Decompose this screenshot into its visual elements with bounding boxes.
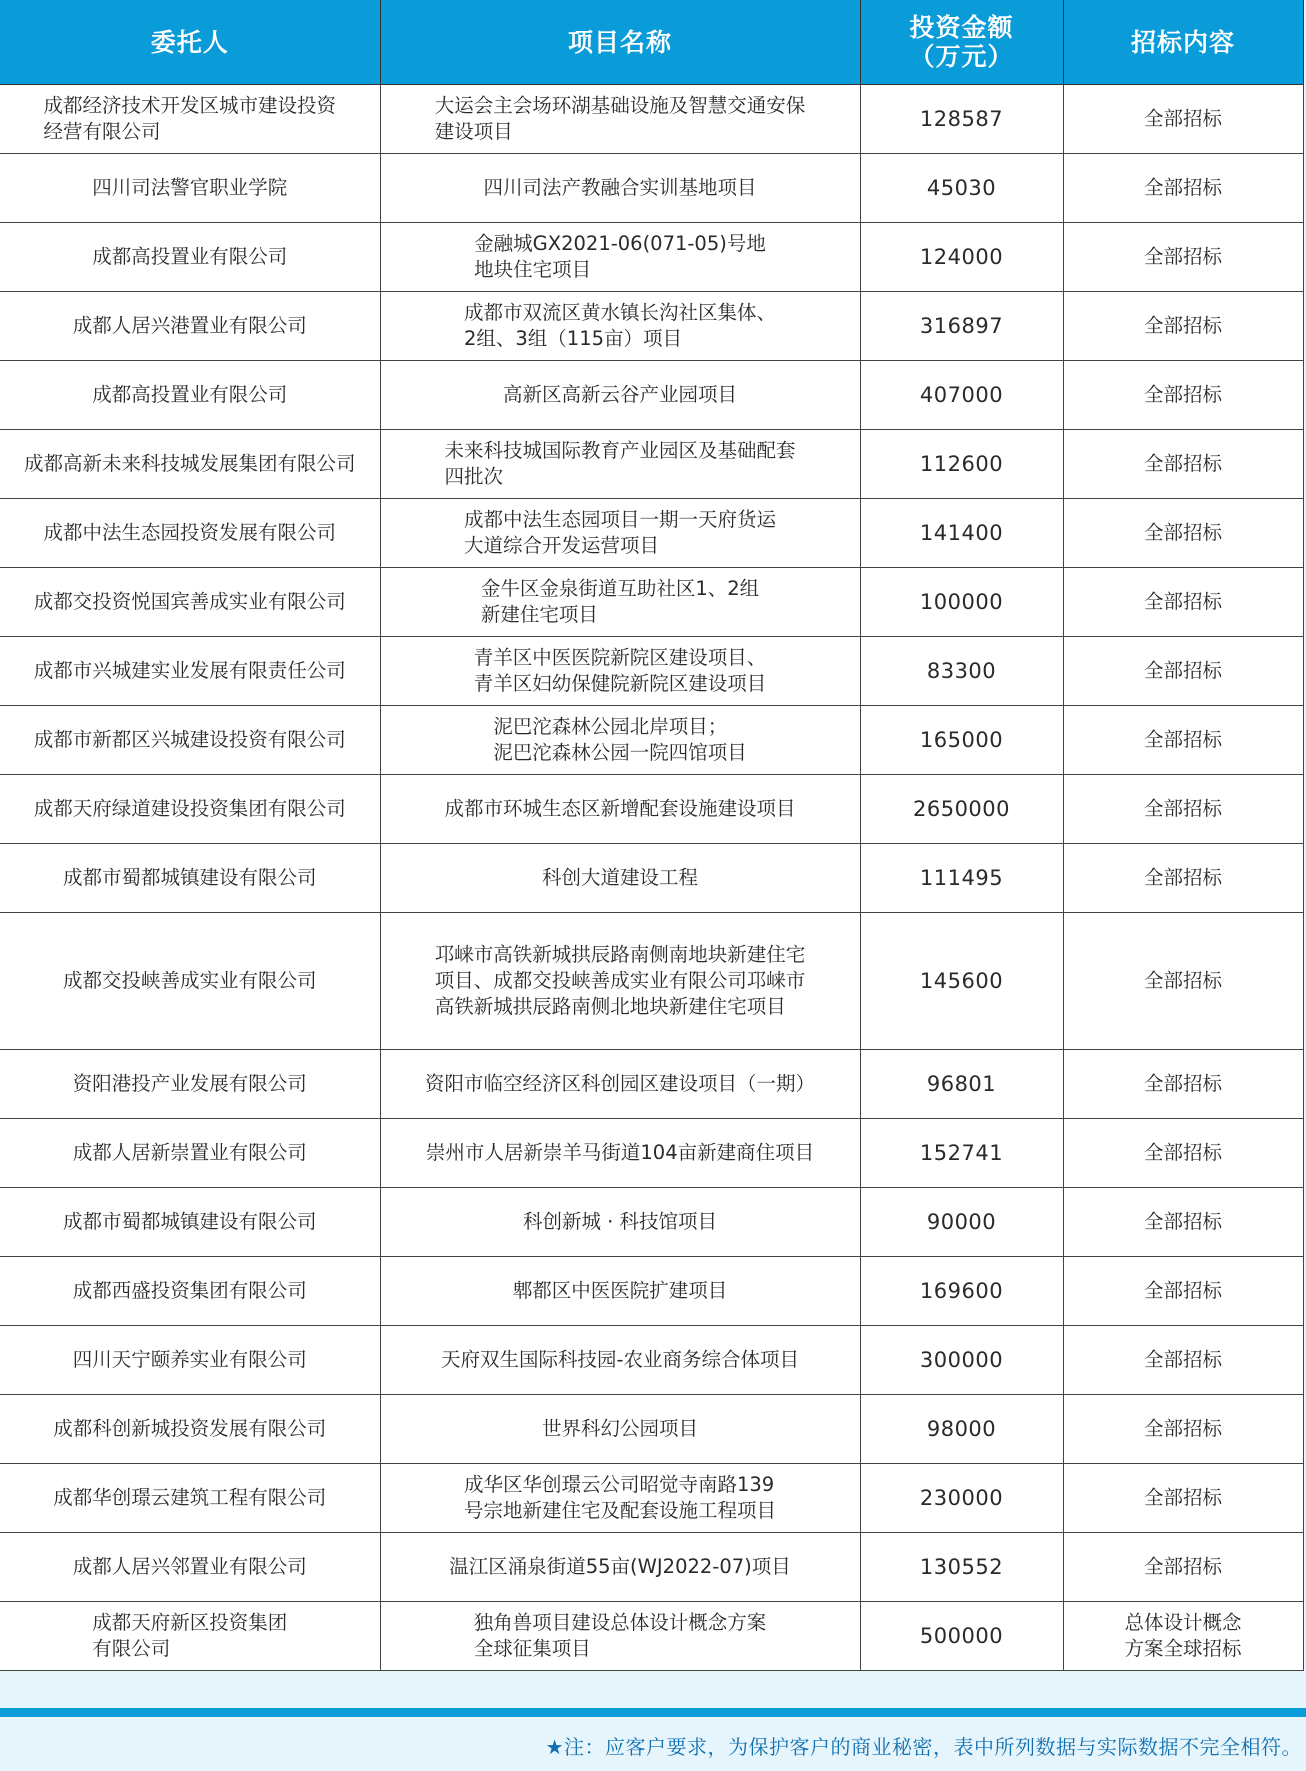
cell-client-text <box>6 520 374 546</box>
cell-scope <box>1063 1395 1303 1464</box>
cell-project-text <box>387 865 854 891</box>
cell-amount <box>860 223 1063 292</box>
cell-project-text <box>387 1347 854 1373</box>
cell-scope-text <box>1070 1347 1297 1373</box>
cell-project-text <box>444 438 795 490</box>
cell-project-line: 郫都区中医医院扩建项目 <box>512 1279 728 1302</box>
cell-project-text <box>481 576 759 628</box>
cell-project-text <box>464 507 776 559</box>
cell-amount <box>860 1188 1063 1257</box>
cell-scope <box>1063 154 1303 223</box>
cell-client-line: 成都人居新崇置业有限公司 <box>72 1141 307 1164</box>
cell-scope <box>1063 1602 1303 1671</box>
table-row <box>0 223 1303 292</box>
cell-project-text <box>387 1278 854 1304</box>
cell-scope <box>1063 1257 1303 1326</box>
cell-scope <box>1063 430 1303 499</box>
cell-scope <box>1063 568 1303 637</box>
cell-client <box>0 292 380 361</box>
cell-project-line: 全球征集项目 <box>473 1637 591 1660</box>
cell-client <box>0 568 380 637</box>
cell-scope-text <box>1070 589 1297 615</box>
cell-scope-text <box>1070 727 1297 753</box>
cell-client-text <box>6 1554 374 1580</box>
cell-project-line: 号宗地新建住宅及配套设施工程项目 <box>463 1499 776 1522</box>
cell-scope-line: 全部招标 <box>1143 1417 1222 1440</box>
table-row <box>0 361 1303 430</box>
cell-scope-text <box>1070 313 1297 339</box>
cell-project <box>380 913 860 1050</box>
cell-scope <box>1063 1050 1303 1119</box>
cell-scope-line: 总体设计概念 <box>1124 1611 1242 1634</box>
cell-scope-line: 全部招标 <box>1143 797 1222 820</box>
cell-scope-text <box>1070 796 1297 822</box>
cell-scope-line: 方案全球招标 <box>1124 1637 1242 1660</box>
cell-client-text <box>6 796 374 822</box>
cell-project-text <box>474 645 767 697</box>
table-row <box>0 430 1303 499</box>
amount-value: 316897 <box>919 313 1004 338</box>
cell-project-text <box>387 1209 854 1235</box>
cell-client-line: 成都交投峡善成实业有限公司 <box>62 969 317 992</box>
cell-amount <box>860 292 1063 361</box>
cell-client <box>0 1119 380 1188</box>
cell-scope-line: 全部招标 <box>1143 452 1222 475</box>
cell-client-text <box>6 175 374 201</box>
cell-project-text <box>387 1554 854 1580</box>
cell-client-line: 成都市蜀都城镇建设有限公司 <box>62 1210 317 1233</box>
cell-client-text <box>6 244 374 270</box>
cell-project-line: 成都中法生态园项目一期一天府货运 <box>463 508 776 531</box>
amount-value: 124000 <box>919 244 1004 269</box>
cell-client-line: 成都经济技术开发区城市建设投资 <box>43 94 336 117</box>
cell-client <box>0 637 380 706</box>
cell-project <box>380 637 860 706</box>
cell-scope-line: 全部招标 <box>1143 1279 1222 1302</box>
cell-amount <box>860 775 1063 844</box>
cell-project-text <box>387 1071 854 1097</box>
table-row <box>0 913 1303 1050</box>
cell-project-line: 青羊区妇幼保健院新院区建设项目 <box>473 672 767 695</box>
cell-client <box>0 1464 380 1533</box>
cell-project <box>380 1188 860 1257</box>
amount-value: 500000 <box>919 1623 1004 1648</box>
cell-client-text <box>6 1209 374 1235</box>
cell-scope-text <box>1070 1278 1297 1304</box>
cell-scope-text <box>1070 106 1297 132</box>
cell-project-line: 未来科技城国际教育产业园区及基础配套 <box>444 439 796 462</box>
amount-value: 128587 <box>919 106 1004 131</box>
cell-project-line: 新建住宅项目 <box>480 603 598 626</box>
cell-project-line: 科创新城 · 科技馆项目 <box>522 1210 718 1233</box>
cell-project-text <box>387 1140 854 1166</box>
cell-scope-line: 全部招标 <box>1143 590 1222 613</box>
disclaimer-note: ★注：应客户要求，为保护客户的商业秘密，表中所列数据与实际数据不完全相符。 <box>545 1735 1302 1759</box>
cell-scope-text <box>1070 1416 1297 1442</box>
cell-scope-line: 全部招标 <box>1143 969 1222 992</box>
cell-project <box>380 430 860 499</box>
cell-scope <box>1063 844 1303 913</box>
cell-project <box>380 844 860 913</box>
table-body <box>0 85 1303 1671</box>
cell-client-line: 成都科创新城投资发展有限公司 <box>53 1417 327 1440</box>
cell-project-line: 青羊区中医医院新院区建设项目、 <box>473 646 767 669</box>
cell-client-line: 成都市蜀都城镇建设有限公司 <box>62 866 317 889</box>
cell-scope-line: 全部招标 <box>1143 1210 1222 1233</box>
cell-project-line: 建设项目 <box>434 120 513 143</box>
cell-amount <box>860 844 1063 913</box>
cell-project-line: 独角兽项目建设总体设计概念方案 <box>473 1611 767 1634</box>
cell-client <box>0 706 380 775</box>
cell-client-text <box>6 727 374 753</box>
cell-client-line: 有限公司 <box>92 1637 171 1660</box>
cell-client <box>0 1326 380 1395</box>
cell-project-line: 项目、成都交投峡善成实业有限公司邛崃市 <box>434 969 806 992</box>
table-row <box>0 1119 1303 1188</box>
amount-value: 130552 <box>919 1554 1004 1579</box>
cell-scope <box>1063 775 1303 844</box>
cell-project-text <box>435 93 806 145</box>
cell-client <box>0 913 380 1050</box>
cell-project-line: 金融城GX2021-06(071-05)号地 <box>474 232 766 255</box>
cell-client-line: 成都人居兴港置业有限公司 <box>72 314 307 337</box>
cell-amount <box>860 1326 1063 1395</box>
cell-scope-line: 全部招标 <box>1143 1486 1222 1509</box>
cell-project <box>380 1326 860 1395</box>
cell-project <box>380 1395 860 1464</box>
cell-project-line: 世界科幻公园项目 <box>541 1417 698 1440</box>
cell-scope <box>1063 85 1303 154</box>
cell-scope-line: 全部招标 <box>1143 314 1222 337</box>
cell-scope-text <box>1070 382 1297 408</box>
cell-project-text <box>387 175 854 201</box>
cell-scope-line: 全部招标 <box>1143 521 1222 544</box>
table-header-row <box>0 0 1303 85</box>
header-scope: 招标内容 <box>1063 0 1303 85</box>
cell-scope-line: 全部招标 <box>1143 1348 1222 1371</box>
table-row <box>0 1050 1303 1119</box>
amount-value: 100000 <box>919 589 1004 614</box>
cell-project-line: 泥巴沱森林公园一院四馆项目 <box>493 741 747 764</box>
cell-client-text <box>6 589 374 615</box>
cell-scope-text <box>1070 175 1297 201</box>
cell-client-text <box>6 1140 374 1166</box>
cell-project <box>380 1119 860 1188</box>
table-row <box>0 499 1303 568</box>
cell-scope-text <box>1070 658 1297 684</box>
cell-client-line: 成都交投资悦国宾善成实业有限公司 <box>33 590 346 613</box>
header-amount <box>860 0 1063 85</box>
cell-project-text <box>474 231 766 283</box>
cell-project <box>380 1050 860 1119</box>
amount-value: 145600 <box>919 968 1004 993</box>
amount-value: 230000 <box>919 1485 1004 1510</box>
cell-amount <box>860 499 1063 568</box>
cell-scope-text <box>1070 1071 1297 1097</box>
table-row <box>0 1188 1303 1257</box>
cell-amount <box>860 361 1063 430</box>
cell-client-text <box>6 1347 374 1373</box>
cell-client <box>0 361 380 430</box>
table-row <box>0 844 1303 913</box>
header-project: 项目名称 <box>380 0 860 85</box>
cell-project-line: 泥巴沱森林公园北岸项目； <box>493 715 728 738</box>
cell-project <box>380 1464 860 1533</box>
amount-value: 111495 <box>919 865 1004 890</box>
amount-value: 152741 <box>919 1140 1004 1165</box>
cell-amount <box>860 1464 1063 1533</box>
cell-project-text <box>387 796 854 822</box>
cell-project-line: 科创大道建设工程 <box>541 866 698 889</box>
cell-project <box>380 292 860 361</box>
cell-scope-text <box>1070 1610 1297 1662</box>
cell-client-text <box>92 1610 287 1662</box>
table-row <box>0 568 1303 637</box>
cell-amount <box>860 85 1063 154</box>
cell-client <box>0 844 380 913</box>
cell-client-text <box>6 1485 374 1511</box>
cell-scope <box>1063 1533 1303 1602</box>
cell-scope <box>1063 706 1303 775</box>
cell-project-text <box>387 1416 854 1442</box>
cell-scope-text <box>1070 451 1297 477</box>
cell-client <box>0 1257 380 1326</box>
cell-project-line: 金牛区金泉街道互助社区1、2组 <box>480 577 760 600</box>
cell-project <box>380 1257 860 1326</box>
cell-project <box>380 706 860 775</box>
cell-project-line: 崇州市人居新崇羊马街道104亩新建商住项目 <box>425 1141 815 1164</box>
cell-project-line: 大道综合开发运营项目 <box>463 534 659 557</box>
amount-value: 407000 <box>919 382 1004 407</box>
cell-project-text <box>435 942 806 1020</box>
table-row <box>0 1395 1303 1464</box>
cell-client <box>0 154 380 223</box>
cell-scope <box>1063 1326 1303 1395</box>
cell-project <box>380 154 860 223</box>
cell-project <box>380 775 860 844</box>
cell-project-line: 天府双生国际科技园-农业商务综合体项目 <box>440 1348 800 1371</box>
cell-client-text <box>6 1071 374 1097</box>
cell-client-line: 四川司法警官职业学院 <box>92 176 288 199</box>
cell-amount <box>860 430 1063 499</box>
amount-value: 169600 <box>919 1278 1004 1303</box>
cell-client-line: 成都西盛投资集团有限公司 <box>72 1279 307 1302</box>
cell-scope-line: 全部招标 <box>1143 1072 1222 1095</box>
cell-project <box>380 1533 860 1602</box>
cell-client-line: 成都高投置业有限公司 <box>92 383 288 406</box>
cell-project <box>380 85 860 154</box>
cell-amount <box>860 568 1063 637</box>
cell-scope-text <box>1070 865 1297 891</box>
footer-divider-stripe <box>0 1708 1306 1717</box>
cell-amount <box>860 1602 1063 1671</box>
cell-amount <box>860 1395 1063 1464</box>
header-amount-line1: 投资金额 <box>909 13 1014 42</box>
cell-client-line: 成都天府新区投资集团 <box>92 1611 288 1634</box>
cell-scope <box>1063 1119 1303 1188</box>
cell-project-line: 高铁新城拱辰路南侧北地块新建住宅项目 <box>434 995 786 1018</box>
cell-client-text <box>6 1416 374 1442</box>
table-row <box>0 85 1303 154</box>
cell-project-line: 成华区华创璟云公司昭觉寺南路139 <box>463 1473 775 1496</box>
table-row <box>0 1326 1303 1395</box>
cell-scope-line: 全部招标 <box>1143 245 1222 268</box>
cell-client-text <box>6 658 374 684</box>
cell-scope-text <box>1070 244 1297 270</box>
cell-amount <box>860 1533 1063 1602</box>
table-row <box>0 1257 1303 1326</box>
cell-project-line: 2组、3组（115亩）项目 <box>463 327 683 350</box>
cell-project-line: 四川司法产教融合实训基地项目 <box>483 176 757 199</box>
cell-project-text <box>464 1472 776 1524</box>
cell-project-line: 温江区涌泉街道55亩(WJ2022-07)项目 <box>449 1555 791 1578</box>
cell-scope-text <box>1070 1140 1297 1166</box>
cell-amount <box>860 637 1063 706</box>
cell-project-text <box>387 382 854 408</box>
cell-client-text <box>6 382 374 408</box>
cell-scope <box>1063 499 1303 568</box>
cell-scope <box>1063 637 1303 706</box>
table-row <box>0 1533 1303 1602</box>
table-row <box>0 292 1303 361</box>
cell-amount <box>860 706 1063 775</box>
cell-project-text <box>464 300 776 352</box>
cell-client-line: 成都天府绿道建设投资集团有限公司 <box>33 797 346 820</box>
cell-scope-line: 全部招标 <box>1143 728 1222 751</box>
cell-scope-line: 全部招标 <box>1143 176 1222 199</box>
amount-value: 96801 <box>926 1071 997 1096</box>
cell-client-line: 成都高新未来科技城发展集团有限公司 <box>23 452 356 475</box>
table-row <box>0 1464 1303 1533</box>
amount-value: 300000 <box>919 1347 1004 1372</box>
cell-client <box>0 1395 380 1464</box>
cell-client-text <box>6 313 374 339</box>
cell-project <box>380 499 860 568</box>
cell-scope-text <box>1070 1209 1297 1235</box>
cell-project <box>380 1602 860 1671</box>
cell-project-line: 成都市双流区黄水镇长沟社区集体、 <box>463 301 776 324</box>
cell-project-line: 邛崃市高铁新城拱辰路南侧南地块新建住宅 <box>434 943 806 966</box>
cell-client-line: 成都高投置业有限公司 <box>92 245 288 268</box>
table-row <box>0 154 1303 223</box>
cell-project-line: 大运会主会场环湖基础设施及智慧交通安保 <box>434 94 806 117</box>
cell-scope <box>1063 1464 1303 1533</box>
cell-project-line: 成都市环城生态区新增配套设施建设项目 <box>444 797 796 820</box>
cell-client-line: 成都市兴城建实业发展有限责任公司 <box>33 659 346 682</box>
cell-client-text <box>6 865 374 891</box>
cell-scope <box>1063 292 1303 361</box>
table-row <box>0 775 1303 844</box>
cell-scope-text <box>1070 968 1297 994</box>
cell-project-text <box>493 714 747 766</box>
table-row <box>0 706 1303 775</box>
table-row <box>0 637 1303 706</box>
cell-scope <box>1063 913 1303 1050</box>
cell-client <box>0 1188 380 1257</box>
cell-project-line: 地块住宅项目 <box>474 258 592 281</box>
cell-client <box>0 430 380 499</box>
amount-value: 2650000 <box>912 796 1011 821</box>
header-client: 委托人 <box>0 0 380 85</box>
cell-project-line: 资阳市临空经济区科创园区建设项目（一期） <box>424 1072 815 1095</box>
cell-project-text <box>474 1610 767 1662</box>
amount-value: 98000 <box>926 1416 997 1441</box>
amount-value: 141400 <box>919 520 1004 545</box>
cell-project-line: 高新区高新云谷产业园项目 <box>502 383 737 406</box>
cell-project-line: 四批次 <box>444 465 503 488</box>
amount-value: 165000 <box>919 727 1004 752</box>
cell-project <box>380 568 860 637</box>
cell-amount <box>860 1257 1063 1326</box>
cell-client-line: 资阳港投产业发展有限公司 <box>72 1072 307 1095</box>
cell-amount <box>860 154 1063 223</box>
cell-scope-line: 全部招标 <box>1143 107 1222 130</box>
amount-value: 112600 <box>919 451 1004 476</box>
table-row <box>0 1602 1303 1671</box>
cell-scope-text <box>1070 1485 1297 1511</box>
cell-scope-line: 全部招标 <box>1143 659 1222 682</box>
cell-client <box>0 1050 380 1119</box>
cell-client-line: 成都中法生态园投资发展有限公司 <box>43 521 336 544</box>
cell-client <box>0 85 380 154</box>
cell-client-text <box>6 451 374 477</box>
cell-client-line: 经营有限公司 <box>43 120 161 143</box>
cell-client <box>0 1533 380 1602</box>
cell-amount <box>860 1119 1063 1188</box>
cell-scope-line: 全部招标 <box>1143 1141 1222 1164</box>
cell-scope <box>1063 1188 1303 1257</box>
cell-project <box>380 223 860 292</box>
cell-client-text <box>6 968 374 994</box>
cell-client-line: 四川天宁颐养实业有限公司 <box>72 1348 307 1371</box>
cell-amount <box>860 1050 1063 1119</box>
cell-scope-line: 全部招标 <box>1143 383 1222 406</box>
cell-project <box>380 361 860 430</box>
cell-scope <box>1063 361 1303 430</box>
cell-client-text <box>6 1278 374 1304</box>
cell-client-text <box>43 93 336 145</box>
amount-value: 83300 <box>926 658 997 683</box>
cell-client-line: 成都市新都区兴城建设投资有限公司 <box>33 728 346 751</box>
amount-value: 90000 <box>926 1209 997 1234</box>
cell-client <box>0 223 380 292</box>
cell-client <box>0 499 380 568</box>
cell-client-line: 成都华创璟云建筑工程有限公司 <box>53 1486 327 1509</box>
amount-value: 45030 <box>926 175 997 200</box>
cell-scope-line: 全部招标 <box>1143 1555 1222 1578</box>
cell-client <box>0 775 380 844</box>
cell-client-line: 成都人居兴邻置业有限公司 <box>72 1555 307 1578</box>
cell-scope-text <box>1070 1554 1297 1580</box>
cell-amount <box>860 913 1063 1050</box>
cell-scope-line: 全部招标 <box>1143 866 1222 889</box>
cell-scope-text <box>1070 520 1297 546</box>
cell-client <box>0 1602 380 1671</box>
cell-scope <box>1063 223 1303 292</box>
header-amount-line2: （万元） <box>909 42 1014 71</box>
